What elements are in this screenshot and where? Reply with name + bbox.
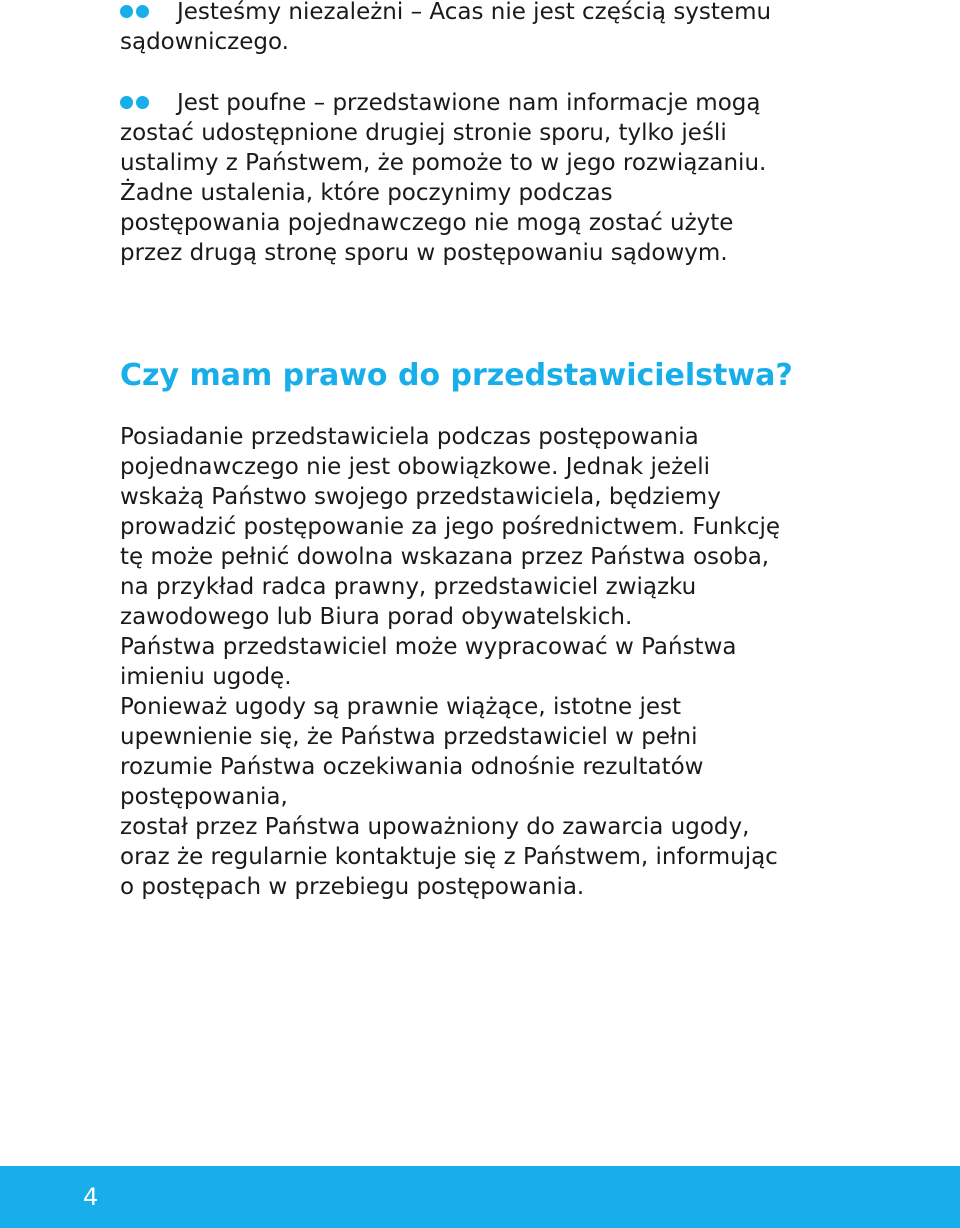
body-line: upewnienie się, że Państwa przedstawiciel w pełni	[120, 724, 698, 750]
footer-bar	[0, 1166, 960, 1228]
body-line: Posiadanie przedstawiciela podczas postępowania	[120, 424, 699, 450]
section-heading: Czy mam prawo do przedstawicielstwa?	[120, 358, 793, 393]
body-line: Ponieważ ugody są prawnie wiążące, istotne jest	[120, 694, 682, 720]
bullet-item-confidential	[120, 88, 840, 268]
bullet-text: ustalimy z Państwem, że pomoże to w jego rozwiązaniu.	[120, 150, 767, 176]
bullet-list	[120, 0, 840, 268]
section-body	[120, 422, 840, 902]
body-line: rozumie Państwa oczekiwania odnośnie rezultatów	[120, 754, 704, 780]
bullet-text: Jesteśmy niezależni – Acas nie jest częścią systemu	[177, 0, 772, 25]
body-line: został przez Państwa upoważniony do zawarcia ugody,	[120, 814, 750, 840]
body-line: pojednawczego nie jest obowiązkowe. Jednak jeżeli	[120, 454, 711, 480]
double-dot-bullet-icon	[120, 0, 177, 27]
bullet-line	[120, 0, 840, 27]
bullet-text: zostać udostępnione drugiej stronie sporu, tylko jeśli	[120, 120, 727, 146]
bullet-text: sądowniczego.	[120, 29, 289, 55]
body-line: tę może pełnić dowolna wskazana przez Państwa osoba,	[120, 544, 770, 570]
body-line: postępowania,	[120, 784, 288, 810]
body-line: na przykład radca prawny, przedstawiciel związku	[120, 574, 697, 600]
body-line: Państwa przedstawiciel może wypracować w Państwa	[120, 634, 737, 660]
body-line: imieniu ugodę.	[120, 664, 292, 690]
body-line: o postępach w przebiegu postępowania.	[120, 874, 585, 900]
bullet-line	[120, 88, 840, 118]
bullet-text: Jest poufne – przedstawione nam informacje mogą	[177, 90, 761, 116]
body-line: zawodowego lub Biura porad obywatelskich.	[120, 604, 633, 630]
page-number: 4	[83, 1183, 99, 1211]
double-dot-bullet-icon	[120, 88, 177, 118]
bullet-text: Żadne ustalenia, które poczynimy podczas	[120, 180, 613, 206]
bullet-item-independent	[120, 0, 840, 57]
body-line: wskażą Państwo swojego przedstawiciela, będziemy	[120, 484, 721, 510]
bullet-text: przez drugą stronę sporu w postępowaniu sądowym.	[120, 240, 728, 266]
body-line: prowadzić postępowanie za jego pośrednictwem. Funkcję	[120, 514, 780, 540]
bullet-text: postępowania pojednawczego nie mogą zostać użyte	[120, 210, 734, 236]
body-line: oraz że regularnie kontaktuje się z Państwem, informując	[120, 844, 778, 870]
